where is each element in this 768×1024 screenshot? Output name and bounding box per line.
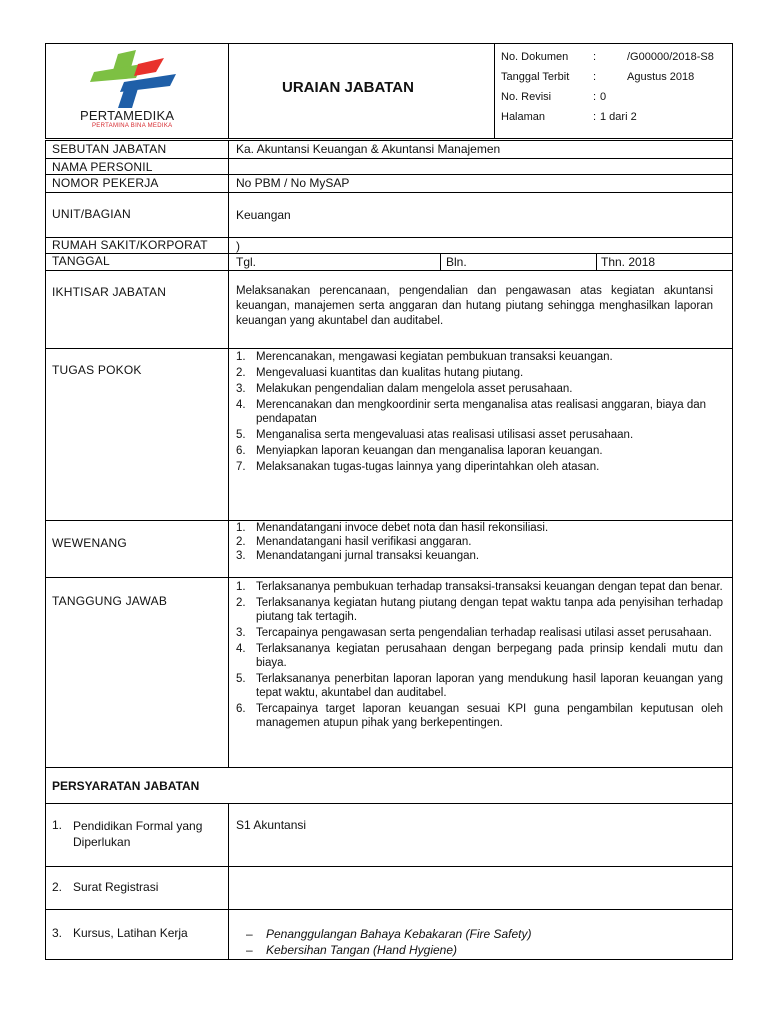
item-number: 5. <box>236 429 246 441</box>
item-number: 4. <box>236 643 246 655</box>
item-number: 2. <box>236 367 246 379</box>
meta-sep: : <box>593 111 597 123</box>
item-number: 3. <box>236 550 246 562</box>
meta-label: Tanggal Terbit <box>501 71 570 83</box>
req-label: Kursus, Latihan Kerja <box>73 926 188 940</box>
unit-label: UNIT/BAGIAN <box>52 207 131 221</box>
list-item <box>236 444 716 458</box>
item-number: 6. <box>236 703 246 715</box>
tugas-label: TUGAS POKOK <box>52 363 142 377</box>
meta-value: Agustus 2018 <box>627 71 695 83</box>
item-number: 1. <box>236 581 246 593</box>
rs-label: RUMAH SAKIT/KORPORAT <box>52 238 208 252</box>
item-text: Terlaksananya pembukuan terhadap transaksi-transaksi keuangan dengan tepat dan benar. <box>256 581 723 593</box>
tanggal-label: TANGGAL <box>52 254 110 268</box>
list-item <box>236 535 716 549</box>
persyaratan-heading: PERSYARATAN JABATAN <box>52 779 200 793</box>
item-number: 2. <box>236 536 246 548</box>
meta-value: 0 <box>600 91 607 103</box>
sebutan-value: Ka. Akuntansi Keuangan & Akuntansi Manajemen <box>236 142 501 156</box>
item-number: 3. <box>236 383 246 395</box>
ikhtisar-text: Melaksanakan perencanaan, pengendalian dan pengawasan atas kegiatan akuntansi keuangan, manajemen serta anggaran dan hutang piutang sehingga menghasilkan laporan keuangan yang akuntabel dan auditabel. <box>236 285 713 327</box>
item-text: Tercapainya pengawasan serta pengendalian terhadap realisasi utilasi asset perusahaan. <box>256 627 712 639</box>
item-number: 7. <box>236 461 246 473</box>
kursus-item: Penanggulangan Bahaya Kebakaran (Fire Safety) <box>266 927 532 941</box>
company-name: PERTAMEDIKA <box>80 108 175 123</box>
item-text: Melakukan pengendalian dalam mengelola asset perusahaan. <box>256 383 573 395</box>
item-text: Menandatangani invoce debet nota dan hasil rekonsiliasi. <box>256 522 549 534</box>
list-item <box>236 580 723 594</box>
req-number: 3. <box>52 926 63 940</box>
list-item <box>236 702 723 730</box>
item-text: Terlaksananya penerbitan laporan laporan yang mendukung hasil laporan keuangan yang tepat waktu, akuntabel dan auditabel. <box>256 673 723 699</box>
req-value: S1 Akuntansi <box>236 818 307 832</box>
item-text: Tercapainya target laporan keuangan sesuai KPI guna pengambilan keputusan oleh managemen atupun pihak yang berkepentingen. <box>256 703 723 729</box>
meta-label: No. Dokumen <box>501 51 569 63</box>
meta-value: /G00000/2018-S8 <box>627 51 714 63</box>
list-item <box>236 460 716 474</box>
meta-sep: : <box>593 91 597 103</box>
kursus-item: Kebersihan Tangan (Hand Hygiene) <box>266 943 458 957</box>
company-tagline: PERTAMINA BINA MEDIKA <box>92 123 173 129</box>
tugas-list <box>236 350 716 476</box>
ikhtisar-label: IKHTISAR JABATAN <box>52 285 167 299</box>
list-item <box>236 382 716 396</box>
list-item <box>236 596 723 624</box>
list-item <box>236 672 723 700</box>
meta-sep: : <box>593 51 597 63</box>
list-item <box>236 366 716 380</box>
item-text: Merencanakan dan mengkoordinir serta menganalisa atas realisasi anggaran, biaya dan pendapatan <box>256 399 707 425</box>
list-item <box>236 398 716 426</box>
item-text: Terlaksananya kegiatan hutang piutang dengan tepat waktu tanpa ada penyisihan terhadap piutang tak tertagih. <box>256 597 723 623</box>
pertamedika-logo-icon <box>80 50 190 110</box>
item-number: 1. <box>236 522 246 534</box>
item-text: Mengevaluasi kuantitas dan kualitas hutang piutang. <box>256 367 524 379</box>
unit-value: Keuangan <box>236 208 291 222</box>
item-text: Melaksanakan tugas-tugas lainnya yang diperintahkan oleh atasan. <box>256 461 600 473</box>
tanggung-list <box>236 580 723 732</box>
list-item <box>236 642 723 670</box>
item-number: 6. <box>236 445 246 457</box>
tanggal-tgl: Tgl. <box>236 255 257 269</box>
list-item <box>236 626 723 640</box>
req-label: Pendidikan Formal yang Diperlukan <box>73 819 203 849</box>
meta-sep: : <box>593 71 597 83</box>
req-label: Surat Registrasi <box>73 880 159 894</box>
item-number: 3. <box>236 627 246 639</box>
item-number: 1. <box>236 351 246 363</box>
document-title: URAIAN JABATAN <box>282 79 414 96</box>
nama-label: NAMA PERSONIL <box>52 160 153 174</box>
tanggung-label: TANGGUNG JAWAB <box>52 594 168 608</box>
list-item <box>236 350 716 364</box>
list-item <box>236 428 716 442</box>
meta-value: 1 dari 2 <box>600 111 637 123</box>
req-number: 1. <box>52 818 63 832</box>
meta-label: No. Revisi <box>501 91 552 103</box>
tanggal-bln: Bln. <box>446 255 467 269</box>
item-text: Menganalisa serta mengevaluasi atas realisasi utilisasi asset perusahaan. <box>256 429 634 441</box>
list-item <box>236 549 716 563</box>
list-item <box>236 521 716 535</box>
item-text: Menandatangani hasil verifikasi anggaran. <box>256 536 472 548</box>
item-text: Menyiapkan laporan keuangan dan menganalisa laporan keuangan. <box>256 445 603 457</box>
item-number: 5. <box>236 673 246 685</box>
nomor-label: NOMOR PEKERJA <box>52 176 159 190</box>
wewenang-list <box>236 521 716 563</box>
dash-bullet: – <box>246 927 253 941</box>
item-text: Merencanakan, mengawasi kegiatan pembukuan transaksi keuangan. <box>256 351 613 363</box>
sebutan-label: SEBUTAN JABATAN <box>52 142 167 156</box>
req-number: 2. <box>52 880 63 894</box>
dash-bullet: – <box>246 943 253 957</box>
meta-label: Halaman <box>501 111 546 123</box>
item-number: 4. <box>236 399 246 411</box>
rs-value: ) <box>236 239 240 253</box>
tanggal-thn: Thn. 2018 <box>601 255 656 269</box>
nomor-value: No PBM / No MySAP <box>236 176 350 190</box>
item-text: Menandatangani jurnal transaksi keuangan. <box>256 550 480 562</box>
item-number: 2. <box>236 597 246 609</box>
company-logo <box>80 50 190 134</box>
item-text: Terlaksananya kegiatan perusahaan dengan berpegang pada prinsip kendali mutu dan biaya. <box>256 643 723 669</box>
wewenang-label: WEWENANG <box>52 536 127 550</box>
